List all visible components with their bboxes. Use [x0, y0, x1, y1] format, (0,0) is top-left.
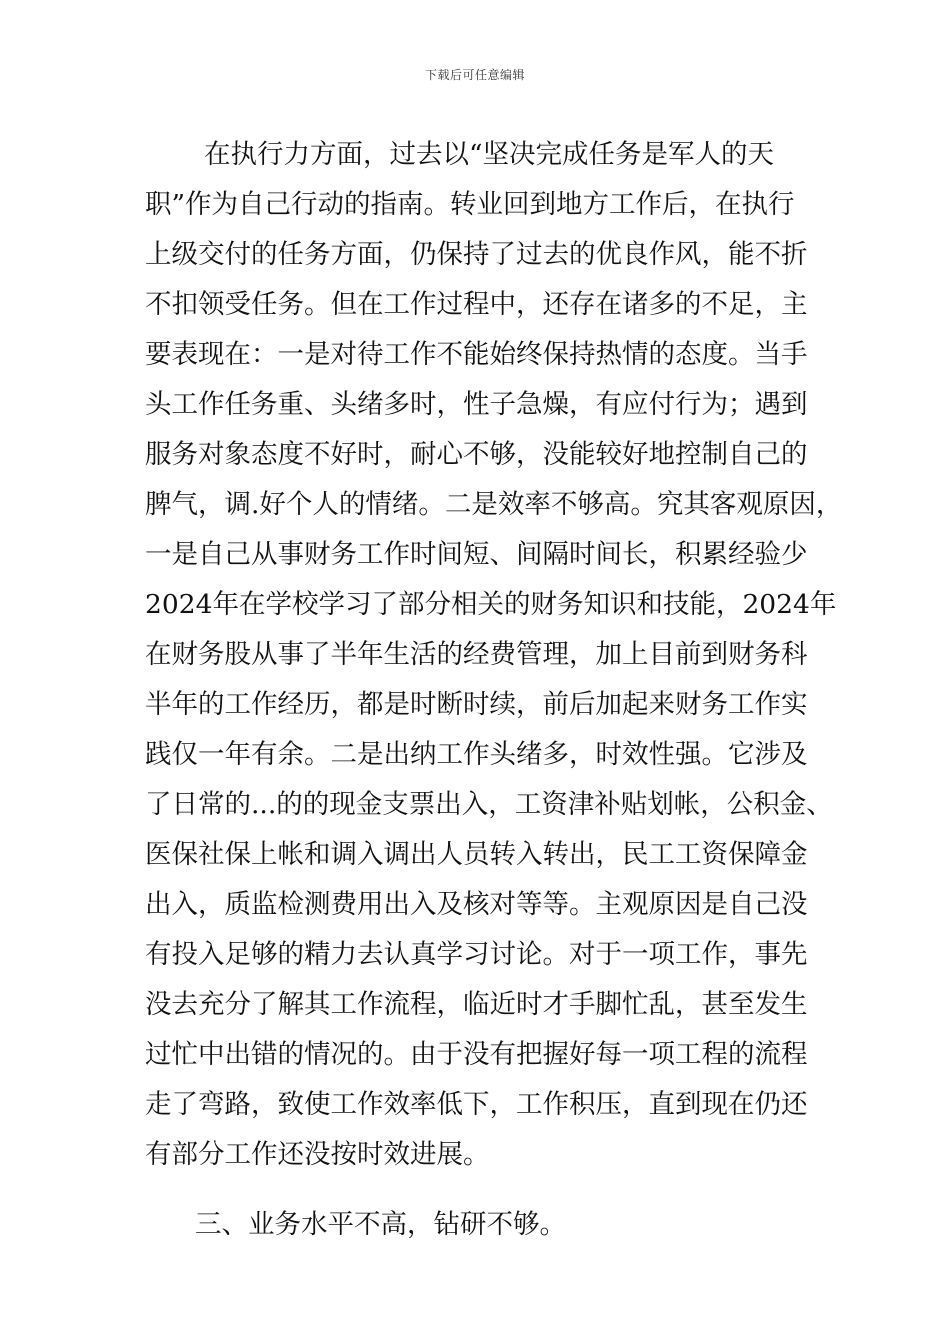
paragraph-line: 服务对象态度不好时，耐心不够，没能较好地控制自己的 — [145, 439, 808, 470]
paragraph-line: 要表现在：一是对待工作不能始终保持热情的态度。当手 — [145, 339, 808, 370]
paragraph-line: 一是自己从事财务工作时间短、间隔时间长，积累经验少 — [145, 539, 808, 570]
paragraph-line: 没去充分了解其工作流程，临近时才手脚忙乱，甚至发生 — [145, 989, 808, 1020]
paragraph-line: 走了弯路，致使工作效率低下，工作积压，直到现在仍还 — [145, 1089, 808, 1120]
header-note: 下载后可任意编辑 — [424, 68, 525, 82]
paragraph-line: 有投入足够的精力去认真学习讨论。对于一项工作，事先 — [145, 939, 808, 970]
document-body — [145, 130, 843, 1250]
paragraph-line: 在执行力方面，过去以“坚决完成任务是军人的天 — [204, 139, 775, 170]
paragraph-line: 脾气，调.好个人的情绪。二是效率不够高。究其客观原因， — [145, 489, 843, 520]
paragraph-line: 医保社保上帐和调入调出人员转入转出，民工工资保障金 — [145, 839, 808, 870]
paragraph-line: 有部分工作还没按时效进展。 — [145, 1139, 490, 1170]
paragraph-line: 半年的工作经历，都是时断时续，前后加起来财务工作实 — [145, 689, 808, 720]
paragraph-line: 头工作任务重、头绪多时，性子急燥，有应付行为；遇到 — [145, 389, 808, 420]
paragraph-line: 在财务股从事了半年生活的经费管理，加上目前到财务科 — [145, 639, 808, 670]
paragraph-line: 职”作为自己行动的指南。转业回到地方工作后，在执行 — [145, 189, 795, 220]
paragraph-line: 上级交付的任务方面，仍保持了过去的优良作风，能不折 — [145, 239, 808, 270]
paragraph-line: 出入，质监检测费用出入及核对等等。主观原因是自己没 — [145, 889, 808, 920]
paragraph-line: 过忙中出错的情况的。由于没有把握好每一项工程的流程 — [145, 1039, 808, 1070]
paragraph-gap — [145, 1180, 815, 1200]
paragraph-line: 践仅一年有余。二是出纳工作头绪多，时效性强。它涉及 — [145, 739, 808, 770]
paragraph-line: 不扣领受任务。但在工作过程中，还存在诸多的不足，主 — [145, 289, 808, 320]
section-heading: 三、业务水平不高，钻研不够。 — [195, 1209, 566, 1240]
paragraph-line: 2024年在学校学习了部分相关的财务知识和技能，2024年 — [145, 589, 837, 620]
paragraph-line: 了日常的...的的现金支票出入，工资津补贴划帐，公积金、 — [145, 789, 833, 820]
